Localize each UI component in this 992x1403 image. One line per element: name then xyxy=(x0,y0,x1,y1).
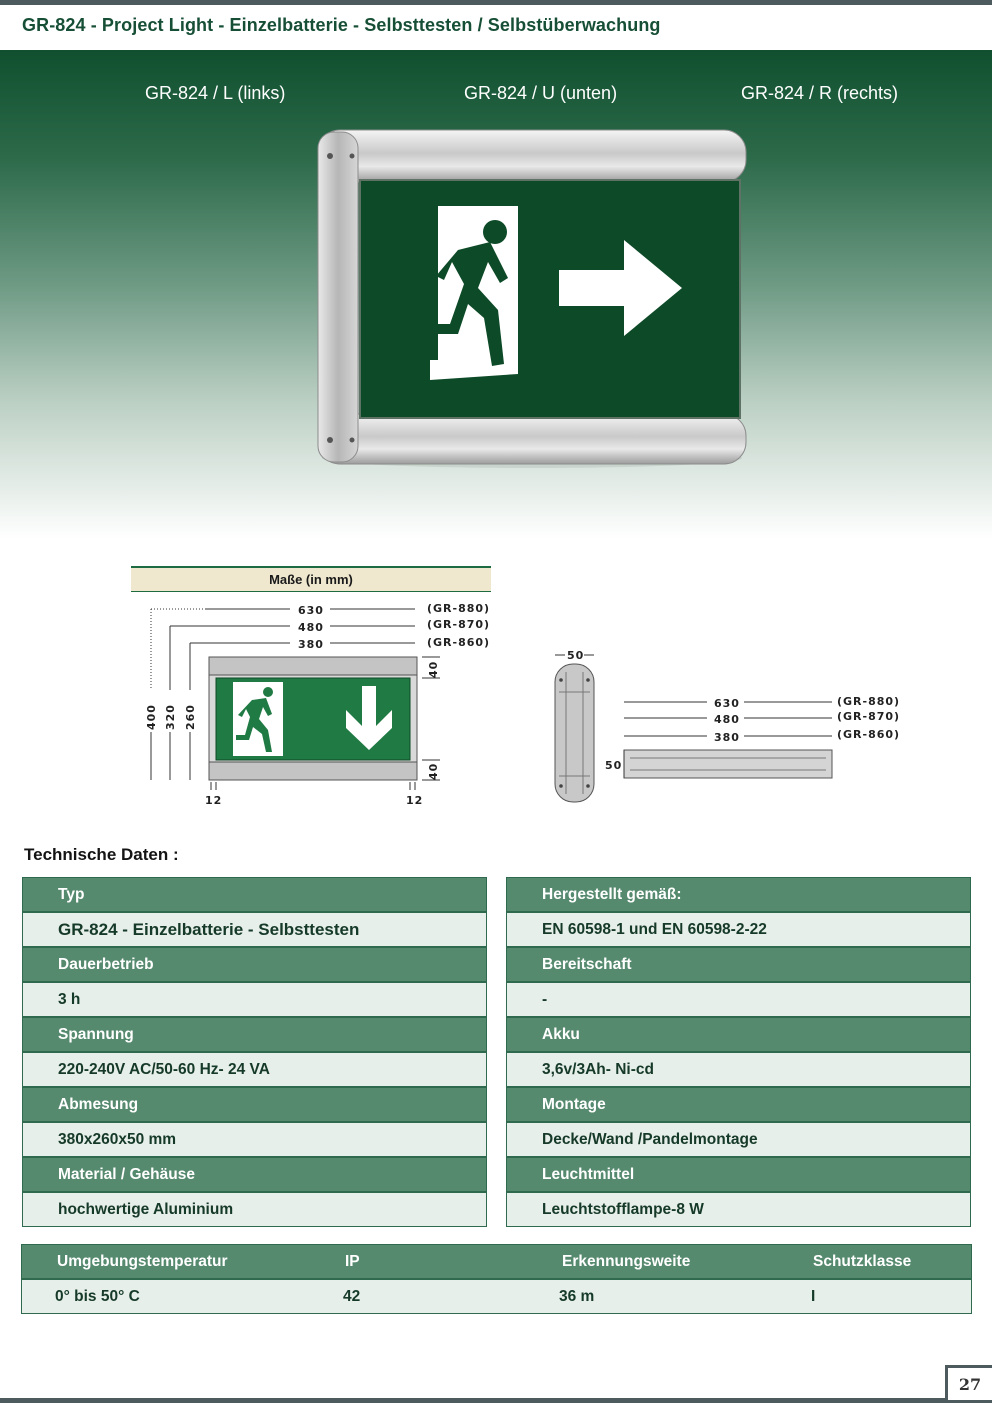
spec-table-right xyxy=(506,877,971,1227)
spec-label-spannung: Spannung xyxy=(22,1017,487,1052)
page-title: GR-824 - Project Light - Einzelbatterie - Selbsttesten / Selbstüberwachung xyxy=(22,15,661,35)
spec-label-bereitschaft: Bereitschaft xyxy=(506,947,971,982)
spec-value-spannung: 220-240V AC/50-60 Hz- 24 VA xyxy=(22,1052,487,1087)
dimension-drawings xyxy=(0,590,992,820)
environment-table xyxy=(21,1244,972,1314)
top-model-gr870-label: (GR-870) xyxy=(837,710,901,723)
spec-label-akku: Akku xyxy=(506,1017,971,1052)
env-value-protection: I xyxy=(811,1287,816,1305)
top-rule xyxy=(0,0,992,5)
bottom-rule xyxy=(0,1398,992,1403)
env-header-range: Erkennungsweite xyxy=(562,1252,691,1270)
env-value-ip: 42 xyxy=(343,1287,361,1305)
exit-sign-photo xyxy=(312,128,752,473)
spec-value-material: hochwertige Aluminium xyxy=(22,1192,487,1227)
front-view-drawing xyxy=(145,602,490,807)
spec-label-abmesung: Abmesung xyxy=(22,1087,487,1122)
spec-value-leuchtmittel: Leuchtstofflampe-8 W xyxy=(506,1192,971,1227)
environment-value-row xyxy=(21,1279,972,1314)
top-depth-label: 50 xyxy=(605,759,623,772)
variant-left-label: GR-824 / L (links) xyxy=(145,83,286,103)
model-gr860-label: (GR-860) xyxy=(427,636,491,649)
width-480-label: 480 xyxy=(298,621,324,634)
spec-value-hergestellt: EN 60598-1 und EN 60598-2-22 xyxy=(506,912,971,947)
rail-bottom-label: 40 xyxy=(427,762,440,780)
model-gr880-label: (GR-880) xyxy=(427,602,491,615)
spec-label-typ: Typ xyxy=(22,877,487,912)
width-630-label: 630 xyxy=(298,604,324,617)
spec-label-dauerbetrieb: Dauerbetrieb xyxy=(22,947,487,982)
env-value-temperature: 0° bis 50° C xyxy=(55,1287,140,1305)
model-gr870-label: (GR-870) xyxy=(427,618,491,631)
margin-right-label: 12 xyxy=(406,794,424,807)
env-header-ip: IP xyxy=(345,1252,360,1270)
top-model-gr860-label: (GR-860) xyxy=(837,728,901,741)
top-model-gr880-label: (GR-880) xyxy=(837,695,901,708)
side-depth-label: 50 xyxy=(567,649,585,662)
height-260-label: 260 xyxy=(184,704,197,730)
env-header-protection: Schutzklasse xyxy=(813,1252,912,1270)
spec-label-leuchtmittel: Leuchtmittel xyxy=(506,1157,971,1192)
spec-value-montage: Decke/Wand /Pandelmontage xyxy=(506,1122,971,1157)
top-view-drawing xyxy=(605,695,900,778)
spec-value-typ: GR-824 - Einzelbatterie - Selbsttesten xyxy=(22,912,487,947)
spec-value-akku: 3,6v/3Ah- Ni-cd xyxy=(506,1052,971,1087)
spec-label-montage: Montage xyxy=(506,1087,971,1122)
spec-value-bereitschaft: - xyxy=(506,982,971,1017)
env-value-range: 36 m xyxy=(559,1287,595,1305)
spec-value-abmesung: 380x260x50 mm xyxy=(22,1122,487,1157)
rail-top-label: 40 xyxy=(427,660,440,678)
spec-table-left xyxy=(22,877,487,1227)
env-header-temperature: Umgebungstemperatur xyxy=(57,1252,228,1270)
width-380-label: 380 xyxy=(298,638,324,651)
environment-header-row xyxy=(21,1244,972,1279)
spec-value-dauerbetrieb: 3 h xyxy=(22,982,487,1017)
side-view-drawing xyxy=(555,649,594,802)
top-width-630-label: 630 xyxy=(714,697,740,710)
dimensions-header: Maße (in mm) xyxy=(131,566,491,592)
height-320-label: 320 xyxy=(164,704,177,730)
margin-left-label: 12 xyxy=(205,794,223,807)
top-width-380-label: 380 xyxy=(714,731,740,744)
spec-label-hergestellt: Hergestellt gemäß: xyxy=(506,877,971,912)
height-400-label: 400 xyxy=(145,704,158,730)
top-width-480-label: 480 xyxy=(714,713,740,726)
page-number: 27 xyxy=(945,1365,992,1400)
technical-data-title: Technische Daten : xyxy=(24,845,179,864)
variant-right-label: GR-824 / R (rechts) xyxy=(741,83,899,103)
variant-down-label: GR-824 / U (unten) xyxy=(464,83,618,103)
spec-label-material: Material / Gehäuse xyxy=(22,1157,487,1192)
